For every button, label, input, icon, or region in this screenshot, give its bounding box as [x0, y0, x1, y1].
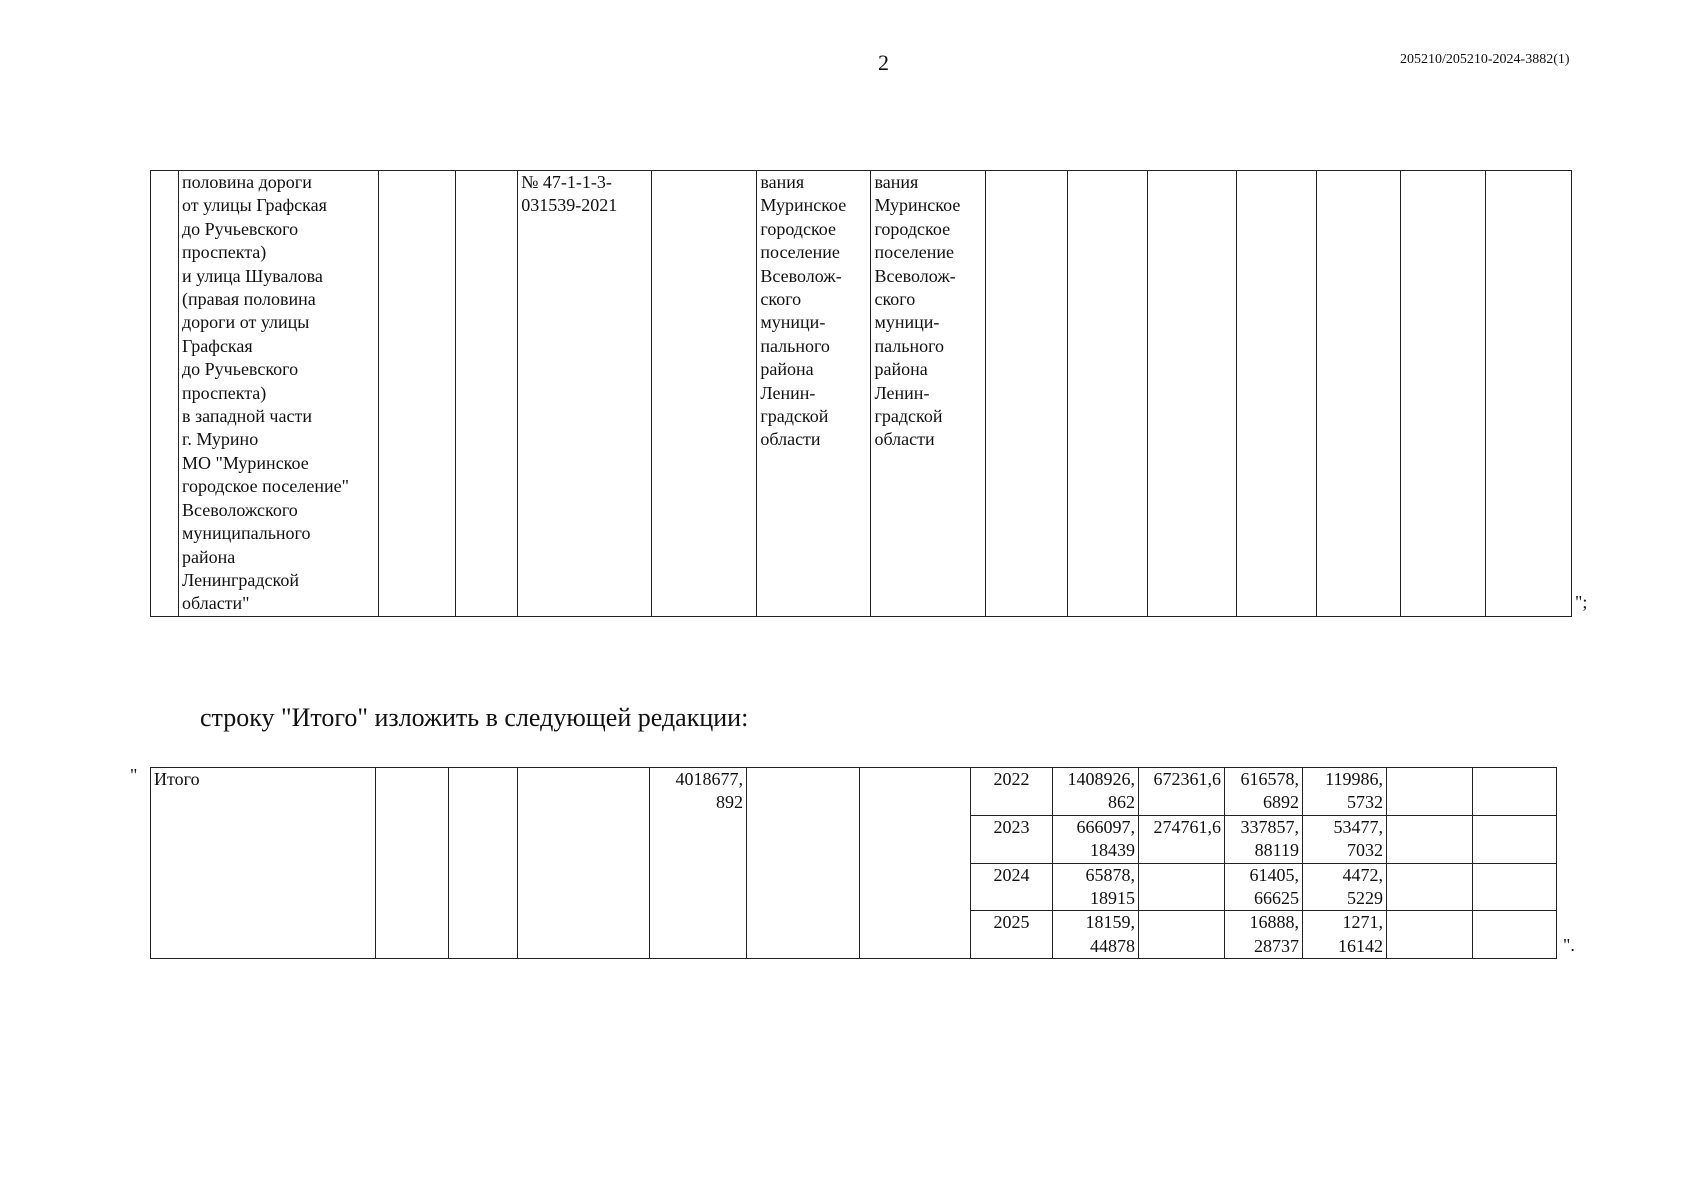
text-line: 666097, [1076, 816, 1135, 837]
owner-text [760, 171, 867, 452]
cell-blank [1473, 911, 1557, 959]
text-line: от улицы Графская [182, 195, 327, 216]
text-line: вания [874, 172, 919, 192]
cell-blank [376, 768, 449, 959]
text-line: 18159, [1085, 912, 1135, 933]
text-line: муници- [874, 312, 940, 333]
text-line: 66625 [1254, 888, 1299, 909]
year-label: 2024 [993, 864, 1030, 885]
text-line: 672361,6 [1153, 769, 1221, 789]
object-table-fragment [150, 170, 1572, 617]
cell-blank [379, 171, 456, 617]
instruction-text: строку "Итого" изложить в следующей редакции: [200, 703, 749, 732]
text-line: до Ручьевского [182, 359, 299, 380]
text-line: градской [760, 406, 829, 427]
text-line: градской [874, 406, 943, 427]
text-line: городское [760, 218, 836, 239]
total-cost-cell [650, 768, 747, 959]
value-cell [1225, 863, 1303, 911]
text-line: ского [760, 289, 802, 310]
text-line: района [182, 546, 236, 567]
text-line: Ленин- [874, 382, 930, 403]
text-line: 65878, [1085, 864, 1135, 885]
value-cell [1303, 768, 1387, 816]
text-line: Ленин- [760, 382, 816, 403]
cell-blank [1236, 171, 1316, 617]
cell-blank [151, 171, 179, 617]
text-line: 16888, [1249, 912, 1299, 933]
cell-blank [456, 171, 518, 617]
text-line: 5732 [1347, 792, 1383, 813]
page-number: 2 [878, 50, 889, 75]
cell-blank [449, 768, 518, 959]
year-cell [971, 911, 1053, 959]
object-name [182, 171, 375, 616]
text-line: 88119 [1254, 840, 1299, 861]
cell-blank [1067, 171, 1147, 617]
text-line: области" [182, 593, 250, 614]
cell-blank [1147, 171, 1236, 617]
text-line: пального [760, 335, 830, 356]
text-line: 5229 [1347, 888, 1383, 909]
value-cell [1225, 768, 1303, 816]
permit-number-cell [518, 171, 652, 617]
text-line: 119986, [1325, 769, 1383, 789]
value-cell [1139, 863, 1225, 911]
text-line: вания [760, 172, 805, 192]
cell-blank [1387, 815, 1473, 863]
text-line: городское [874, 218, 951, 239]
text-line: 337857, [1240, 816, 1299, 837]
text-line: (правая половина [182, 289, 316, 310]
text-line: и улица Шувалова [182, 265, 323, 286]
permit-number [521, 171, 648, 218]
value-cell [1139, 768, 1225, 816]
total-label: Итого [154, 769, 200, 789]
text-line: 892 [716, 792, 743, 813]
year-label: 2022 [993, 769, 1030, 789]
value-cell [1303, 911, 1387, 959]
text-line: ского [874, 289, 916, 310]
text-line: 4472, [1342, 864, 1383, 885]
text-line: половина дороги [182, 172, 312, 192]
text-line: 44878 [1090, 935, 1135, 956]
value-cell [1053, 863, 1139, 911]
text-line: Муринское [874, 195, 961, 216]
text-line: 7032 [1347, 840, 1383, 861]
value-cell [1139, 911, 1225, 959]
cell-blank [860, 768, 971, 959]
text-line: г. Мурино [182, 429, 259, 450]
value-cell [1225, 815, 1303, 863]
text-line: Муринское [760, 195, 847, 216]
text-line: 53477, [1333, 816, 1383, 837]
text-line: проспекта) [182, 242, 267, 263]
closing-quote-2: ". [1563, 935, 1575, 955]
text-line: 61405, [1249, 864, 1299, 885]
cell-blank [985, 171, 1067, 617]
cell-blank [1387, 911, 1473, 959]
cell-blank [1316, 171, 1400, 617]
cell-blank [518, 768, 650, 959]
cell-blank [747, 768, 860, 959]
text-line: 6892 [1263, 792, 1299, 813]
text-line: городское поселение" [182, 476, 349, 497]
text-line: 18915 [1090, 888, 1135, 909]
cell-blank [1473, 863, 1557, 911]
text-line: № 47-1-1-3- [521, 172, 612, 192]
year-cell [971, 768, 1053, 816]
value-cell [1303, 863, 1387, 911]
closing-quote-1: "; [1575, 592, 1588, 612]
text-line: муници- [760, 312, 826, 333]
text-line: 031539-2021 [521, 195, 618, 216]
year-label: 2025 [993, 912, 1030, 933]
year-cell [971, 863, 1053, 911]
value-cell [1053, 768, 1139, 816]
text-line: Ленинградской [182, 569, 299, 590]
text-line: поселение [760, 242, 840, 263]
document-id: 205210/205210-2024-3882(1) [1400, 52, 1570, 67]
text-line: Всеволож- [874, 265, 956, 286]
text-line: района [874, 359, 928, 380]
text-line: дороги от улицы [182, 312, 310, 333]
text-line: области [760, 429, 821, 450]
text-line: 862 [1108, 792, 1135, 813]
text-line: 28737 [1254, 935, 1299, 956]
table-row [151, 768, 1557, 816]
year-cell [971, 815, 1053, 863]
text-line: 1271, [1342, 912, 1383, 933]
text-line: 16142 [1338, 935, 1383, 956]
text-line: Графская [182, 335, 253, 356]
value-cell [1225, 911, 1303, 959]
text-line: области [874, 429, 935, 450]
cell-blank [652, 171, 757, 617]
value-cell [1139, 815, 1225, 863]
cell-blank [1387, 768, 1473, 816]
text-line: до Ручьевского [182, 218, 299, 239]
customer-cell [871, 171, 985, 617]
text-line: 1408926, [1067, 769, 1135, 789]
text-line: Всеволож- [760, 265, 842, 286]
object-name-cell [179, 171, 379, 617]
text-line: 4018677, [675, 769, 743, 789]
text-line: 18439 [1090, 840, 1135, 861]
text-line: района [760, 359, 814, 380]
text-line: проспекта) [182, 382, 267, 403]
cell-blank [1473, 768, 1557, 816]
text-line: в западной части [182, 406, 312, 427]
value-cell [1053, 815, 1139, 863]
total-table [150, 767, 1557, 959]
total-label-cell [151, 768, 376, 959]
text-line: 616578, [1240, 769, 1299, 789]
value-cell [1053, 911, 1139, 959]
customer-text [874, 171, 981, 452]
text-line: МО "Муринское [182, 452, 309, 473]
value-cell [1303, 815, 1387, 863]
text-line: 274761,6 [1153, 816, 1221, 837]
text-line: пального [874, 335, 945, 356]
year-label: 2023 [993, 816, 1030, 837]
owner-cell [757, 171, 871, 617]
opening-quote-2: " [130, 765, 138, 785]
cell-blank [1485, 171, 1571, 617]
text-line: Всеволожского [182, 499, 298, 520]
cell-blank [1473, 815, 1557, 863]
cell-blank [1387, 863, 1473, 911]
total-cost [653, 768, 743, 815]
text-line: поселение [874, 242, 954, 263]
cell-blank [1400, 171, 1485, 617]
text-line: муниципального [182, 523, 311, 544]
